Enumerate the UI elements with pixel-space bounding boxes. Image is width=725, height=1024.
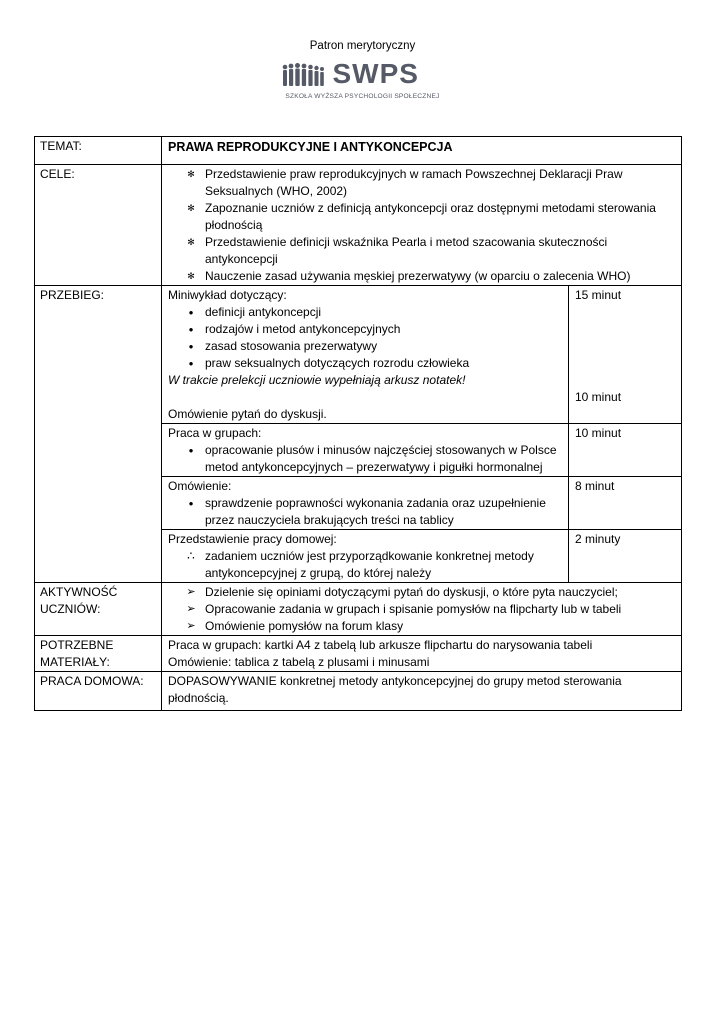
therefore-bullet-icon: ∴ [187,549,195,563]
logo-subtitle: SZKOŁA WYŻSZA PSYCHOLOGII SPOŁECZNEJ [285,93,440,100]
discussion-text: Omówienie pytań do dyskusji. [168,407,327,421]
list-item: ➢ Dzielenie się opiniami dotyczącymi pytań do dyskusji, o które pyta nauczyciel; [168,584,675,601]
row-praca-domowa [35,672,682,711]
list-item: ✻ Nauczenie zasad używania męskiej prezerwatywy (w oparciu o zalecenia WHO) [168,268,675,285]
lecture-time: 15 minut [575,288,622,302]
label-cele: CELE: [35,165,162,286]
activity-cell [162,583,682,636]
list-item: • opracowanie plusów i minusów najczęściej stosowanych w Polsce metod antykoncepcyjnych – prezerwatywy i pigułki hormonalnej [168,442,562,476]
list-item: ∴ zadaniem uczniów jest przyporządkowanie konkretnej metody antykoncepcyjnej z grupą, do której należy [168,548,562,582]
arrow-bullet-icon: ➢ [186,603,196,615]
list-item: ✻ Przedstawienie praw reprodukcyjnych w ramach Powszechnej Deklaracji Praw Seksualnych (WHO, 2002) [168,166,675,200]
materials-cell [162,636,682,672]
star-bullet-icon: ✻ [187,203,195,213]
star-bullet-icon: ✻ [187,271,195,281]
goals-cell [162,165,682,286]
swps-logo [273,58,453,107]
label-przebieg: PRZEBIEG: [35,286,162,583]
arrow-bullet-icon: ➢ [186,620,196,632]
row-materialy [35,636,682,672]
groupwork-cell [162,424,569,477]
homework-time: 2 minuty [569,530,682,583]
list-item: • sprawdzenie poprawności wykonania zadania oraz uzupełnienie przez nauczyciela brakujących treści na tablicy [168,495,562,529]
bullet-dot-icon: • [188,496,194,511]
label-temat: TEMAT: [35,137,162,165]
list-item: ➢ Opracowanie zadania w grupach i spisanie pomysłów na flipcharty lub w tabeli [168,601,675,618]
lesson-plan-table [34,136,682,711]
patron-label: Patron merytoryczny [309,40,416,52]
review-intro: Omówienie: [168,479,232,493]
people-silhouette-icon [281,62,329,88]
lecture-cell [162,286,569,424]
star-bullet-icon: ✻ [187,237,195,247]
arrow-bullet-icon: ➢ [186,586,196,598]
bullet-dot-icon: • [188,322,194,337]
list-item: ➢ Omówienie pomysłów na forum klasy [168,618,675,635]
activity-list [168,584,675,635]
lecture-intro: Miniwykład dotyczący: [168,288,287,302]
document-header [0,40,725,107]
lecture-note: W trakcie prelekcji uczniowie wypełniają arkusz notatek! [168,373,466,387]
star-bullet-icon: ✻ [187,169,195,179]
row-cele [35,165,682,286]
review-cell [162,477,569,530]
discussion-time: 10 minut [575,390,622,404]
topic-cell [162,137,682,165]
review-time: 8 minut [569,477,682,530]
label-praca-domowa: PRACA DOMOWA: [35,672,162,711]
list-item: • praw seksualnych dotyczących rozrodu człowieka [168,355,562,372]
materials-line: Omówienie: tablica z tabelą z plusami i minusami [168,655,430,669]
groupwork-intro: Praca w grupach: [168,426,262,440]
bullet-dot-icon: • [188,356,194,371]
row-aktywnosc [35,583,682,636]
bullet-dot-icon: • [188,339,194,354]
homework-intro: Przedstawienie pracy domowej: [168,532,337,546]
list-item: • rodzajów i metod antykoncepcyjnych [168,321,562,338]
goals-list [168,166,675,285]
bullet-dot-icon: • [188,443,194,458]
logo-name: SWPS [332,58,419,89]
homework-intro-cell [162,530,569,583]
bullet-dot-icon: • [188,305,194,320]
label-aktywnosc: AKTYWNOŚĆ UCZNIÓW: [35,583,162,636]
list-item: ✻ Przedstawienie definicji wskaźnika Pearla i metod szacowania skuteczności antykoncepcji [168,234,675,268]
materials-line: Praca w grupach: kartki A4 z tabelą lub arkusze flipchartu do narysowania tabeli [168,638,593,652]
list-item: • definicji antykoncepcji [168,304,562,321]
row-przebieg-lecture [35,286,682,424]
groupwork-time: 10 minut [569,424,682,477]
list-item: ✻ Zapoznanie uczniów z definicją antykoncepcji oraz dostępnymi metodami sterowania płodnością [168,200,675,234]
row-temat [35,137,682,165]
homework-cell: DOPASOWYWANIE konkretnej metody antykoncepcyjnej do grupy metod sterowania płodnością. [162,672,682,711]
lecture-list [168,304,562,372]
topic-title: PRAWA REPRODUKCYJNE I ANTYKONCEPCJA [168,140,453,154]
lecture-time-cell [569,286,682,424]
label-materialy: POTRZEBNE MATERIAŁY: [35,636,162,672]
list-item: • zasad stosowania prezerwatywy [168,338,562,355]
